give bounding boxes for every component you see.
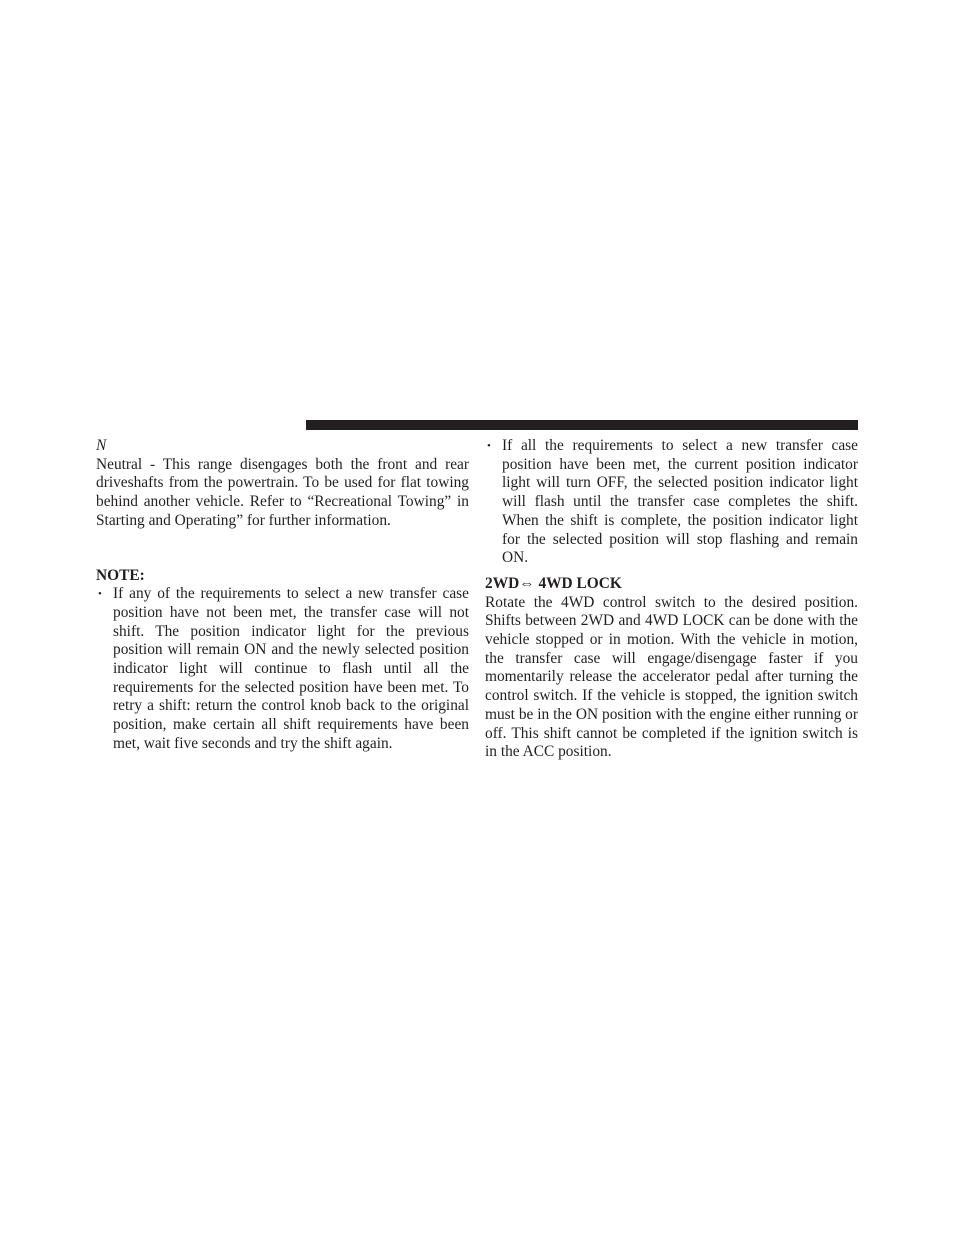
bullet-icon: • [98, 588, 102, 601]
note-bullet-item [485, 437, 858, 568]
note-bullet-text: If any of the requirements to select a new transfer case position have not been met, the transfer case will not shift. The position indicator light for the previous position will remain ON and the newly selected position indicator light will continue to flash until all the requirements for the selected position have been met. To retry a shift: return the control knob back to the original position, make certain all shift requirements have been met, wait five seconds and try the shift again. [113, 585, 469, 752]
right-column [485, 437, 858, 762]
left-column [96, 437, 469, 754]
note-heading: NOTE: [96, 566, 145, 584]
note-bullet-list [96, 585, 469, 753]
note-bullet-text: If all the requirements to select a new transfer case position have been met, the current position indicator light will turn OFF, the selected position indicator light will flash until the transfer case completes the shift. When the shift is complete, the position indicator light for the selected position will stop flashing and remain ON. [502, 437, 858, 567]
note-bullet-list-continued [485, 437, 858, 568]
note-bullet-item [96, 585, 469, 753]
section-body: Rotate the 4WD control switch to the desired position. Shifts between 2WD and 4WD LOCK can be done with the vehicle stopped or in motion. With the vehicle in motion, the transfer case will engage/disengage faster if you momentarily release the accelerator pedal after turning the control switch. If the vehicle is stopped, the ignition switch must be in the ON position with the engine either running or off. This shift cannot be completed if the ignition switch is in the ACC position. [485, 593, 858, 761]
term-label: N [96, 437, 107, 454]
header-rule [306, 420, 858, 430]
bullet-icon: • [487, 440, 491, 452]
term-description: Neutral - This range disengages both the front and rear driveshafts from the powertrain. To be used for flat towing behind another vehicle. Refer to “Recreational Towing” in Starting and Operating” for further information. [96, 455, 469, 529]
section-heading: 2WD⇔ 4WD LOCK [485, 574, 622, 592]
